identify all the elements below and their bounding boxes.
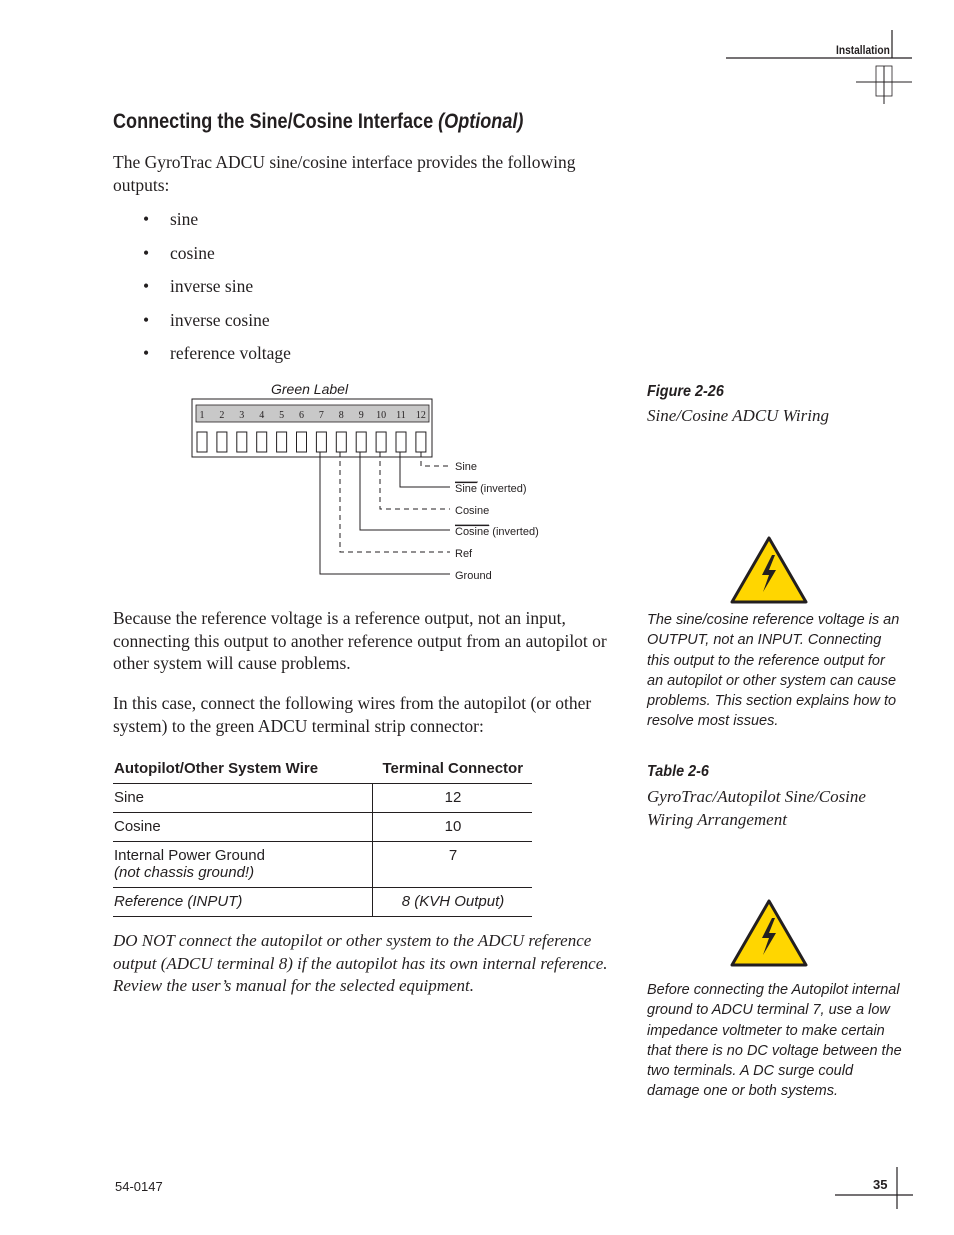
table-row: Reference (INPUT) 8 (KVH Output) [113,888,532,917]
wiring-diagram [185,375,565,590]
terminal-number-strip [196,405,429,422]
terminal-slots [197,432,426,452]
terminal-slot-8 [336,432,346,452]
wire-label-cosine-inverted: Cosine (inverted) [455,526,539,538]
terminal-number-6: 6 [299,410,304,421]
terminal-slot-10 [376,432,386,452]
list-item: • inverse cosine [143,309,270,330]
wire-cosine [380,452,450,509]
list-item: • inverse sine [143,276,254,297]
list-item: • reference voltage [143,343,291,364]
title-main: Connecting the Sine/Cosine Interface [113,110,434,133]
connector-label: Green Label [271,381,349,397]
wire-label-cosine: Cosine [455,505,490,517]
wiring-table [113,758,532,917]
terminal-number-4: 4 [259,410,265,421]
table-label: Table 2-6 [647,763,709,780]
terminal-number-3: 3 [239,410,245,421]
terminal-number-11: 11 [396,410,406,421]
terminal-slot-11 [396,432,406,452]
title-optional: (Optional) [438,110,524,133]
page-title [113,110,523,134]
terminal-number-5: 5 [279,410,285,421]
connect-paragraph: In this case, connect the following wires from the autopilot (or other system) to the green ADCU terminal strip connector: [113,693,592,736]
terminal-number-12: 12 [415,410,426,421]
terminal-slot-5 [277,432,287,452]
terminal-number-10: 10 [376,410,387,421]
wire-label-ground: Ground [455,570,492,582]
terminal-number-1: 1 [199,410,205,421]
terminal-slot-2 [217,432,227,452]
terminal-slot-9 [356,432,366,452]
list-item: • cosine [143,242,215,263]
terminal-slot-7 [316,432,326,452]
wire-ref [340,452,450,552]
output-list [143,208,291,376]
terminal-number-8: 8 [338,410,344,421]
table-header-wire: Autopilot/Other System Wire [113,758,373,784]
wire-lines [320,452,450,574]
wire-cosine-inverted [360,452,450,530]
terminal-number-2: 2 [219,410,225,421]
page-number: 35 [873,1177,888,1192]
wire-label-sine-inverted: Sine (inverted) [455,483,527,495]
terminal-slot-6 [297,432,307,452]
wire-label-sine: Sine [455,461,478,473]
table-row: Internal Power Ground (not chassis ground!) 7 [113,842,532,888]
table-header-terminal: Terminal Connector [373,758,533,784]
wire-sine [421,452,450,466]
side-note-reference-voltage: The sine/cosine reference voltage is an OUTPUT, not an INPUT. Connecting this output to the reference output for an autopilot or other system can cause problems. This section explains how to resolve most issues. [647,612,900,730]
high-voltage-warning-icon [729,898,809,968]
list-item: • sine [143,209,199,229]
table-row: Cosine 10 [113,813,532,842]
table-caption: GyroTrac/Autopilot Sine/Cosine Wiring Arrangement [647,787,866,829]
figure-label: Figure 2-26 [647,383,724,400]
high-voltage-warning-icon [729,535,809,605]
wire-label-ref: Ref [455,548,473,560]
figure-caption: Sine/Cosine ADCU Wiring [647,406,829,425]
document-number: 54-0147 [115,1179,163,1194]
header-crop-marks [720,30,920,110]
terminal-number-9: 9 [358,410,364,421]
warning-paragraph: DO NOT connect the autopilot or other system to the ADCU reference output (ADCU terminal 8) if the autopilot has its own internal reference. Review the user’s manual for the selected equipment. [113,931,608,995]
terminal-number-7: 7 [318,410,324,421]
terminal-slot-12 [416,432,426,452]
reference-paragraph: Because the reference voltage is a reference output, not an input, connecting this output to another reference output from an autopilot or other system will cause problems. [113,608,607,673]
table-row: Sine 12 [113,784,532,813]
intro-paragraph: The GyroTrac ADCU sine/cosine interface provides the following outputs: [113,152,576,195]
terminal-slot-1 [197,432,207,452]
header-section-label: Installation [836,43,890,57]
terminal-slot-3 [237,432,247,452]
side-note-ground-check: Before connecting the Autopilot internal ground to ADCU terminal 7, use a low impedance voltmeter to make certain that there is no DC voltage between the two terminals. A DC surge could damage one or both systems. [647,982,902,1100]
terminal-slot-4 [257,432,267,452]
